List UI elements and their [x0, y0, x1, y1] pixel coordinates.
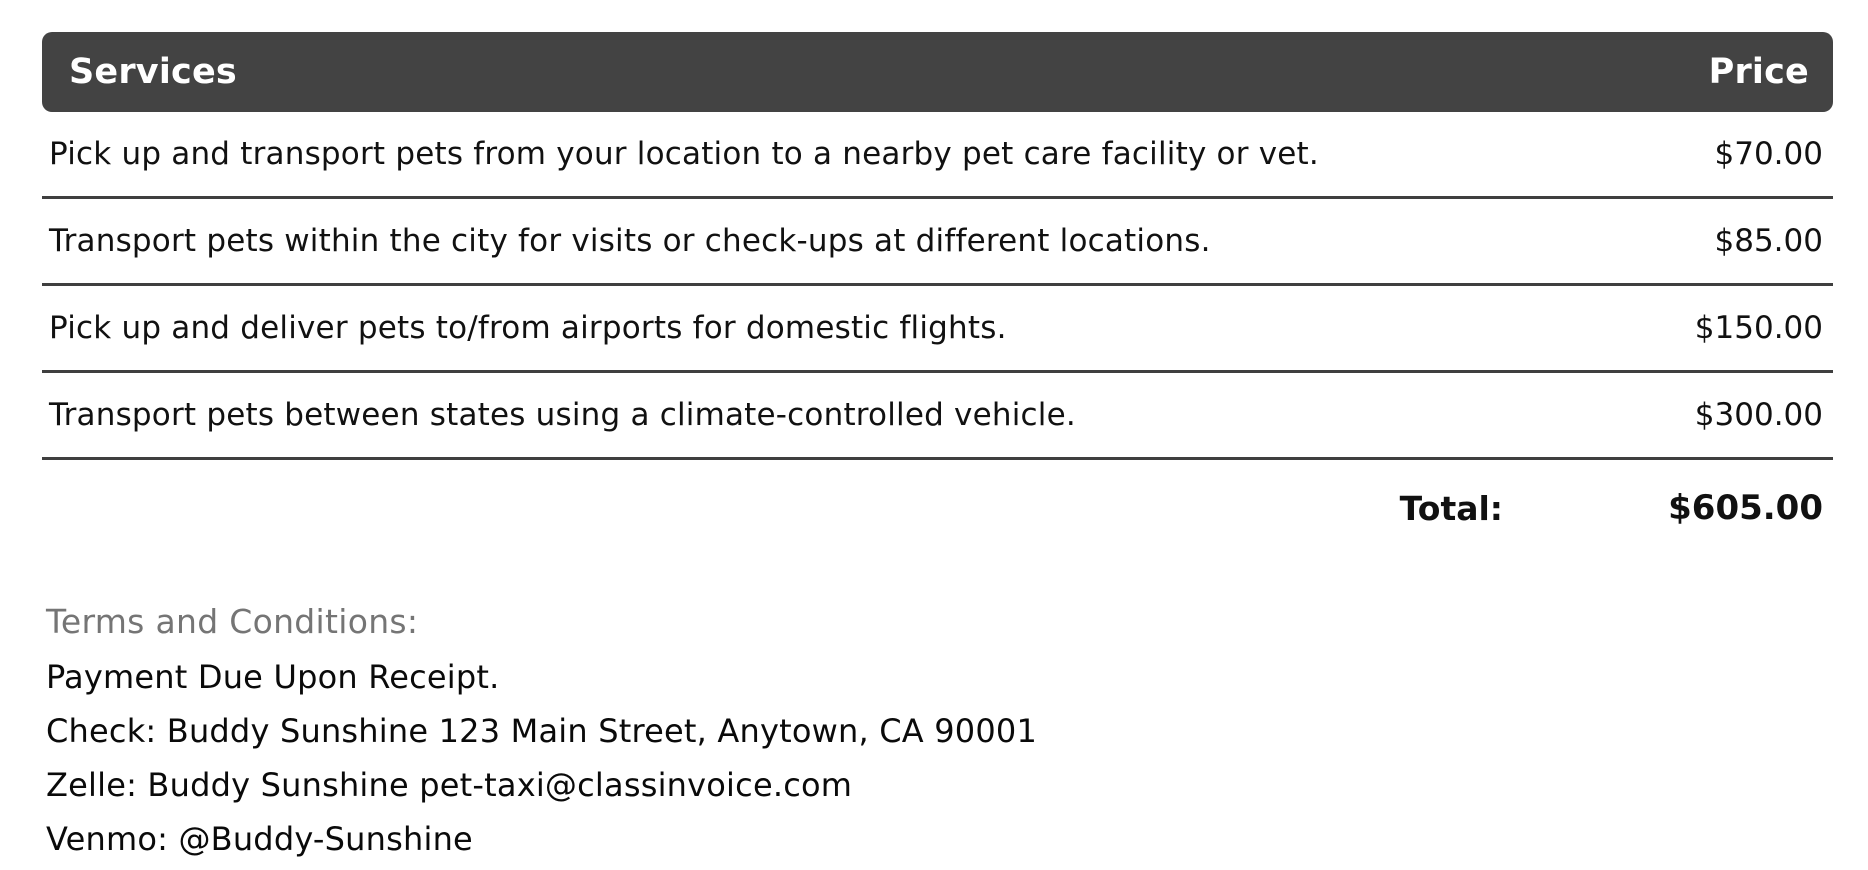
service-price: $300.00 — [1694, 397, 1823, 433]
terms-line-venmo: Venmo: @Buddy-Sunshine — [46, 820, 473, 858]
terms-heading: Terms and Conditions: — [46, 602, 419, 641]
table-row — [42, 112, 1833, 199]
total-label: Total: — [1399, 488, 1503, 528]
price-column-header: Price — [1708, 52, 1809, 92]
total-value: $605.00 — [1668, 488, 1823, 528]
table-row — [42, 286, 1833, 373]
terms-line-payment-due: Payment Due Upon Receipt. — [46, 658, 500, 696]
services-column-header: Services — [69, 52, 237, 92]
table-row — [42, 199, 1833, 286]
service-description: Pick up and transport pets from your location to a nearby pet care facility or vet. — [49, 136, 1319, 172]
table-header-row — [42, 32, 1833, 112]
total-row — [42, 460, 1833, 556]
service-description: Transport pets between states using a climate-controlled vehicle. — [49, 397, 1076, 433]
service-price: $85.00 — [1714, 223, 1823, 259]
service-price: $150.00 — [1694, 310, 1823, 346]
terms-line-zelle: Zelle: Buddy Sunshine pet-taxi@classinvoice.com — [46, 766, 853, 804]
service-description: Pick up and deliver pets to/from airports for domestic flights. — [49, 310, 1007, 346]
service-price: $70.00 — [1714, 136, 1823, 172]
terms-section — [42, 594, 1833, 866]
service-description: Transport pets within the city for visits or check-ups at different locations. — [49, 223, 1211, 259]
services-table — [42, 32, 1833, 556]
terms-line-check: Check: Buddy Sunshine 123 Main Street, Anytown, CA 90001 — [46, 712, 1038, 750]
table-row — [42, 373, 1833, 460]
